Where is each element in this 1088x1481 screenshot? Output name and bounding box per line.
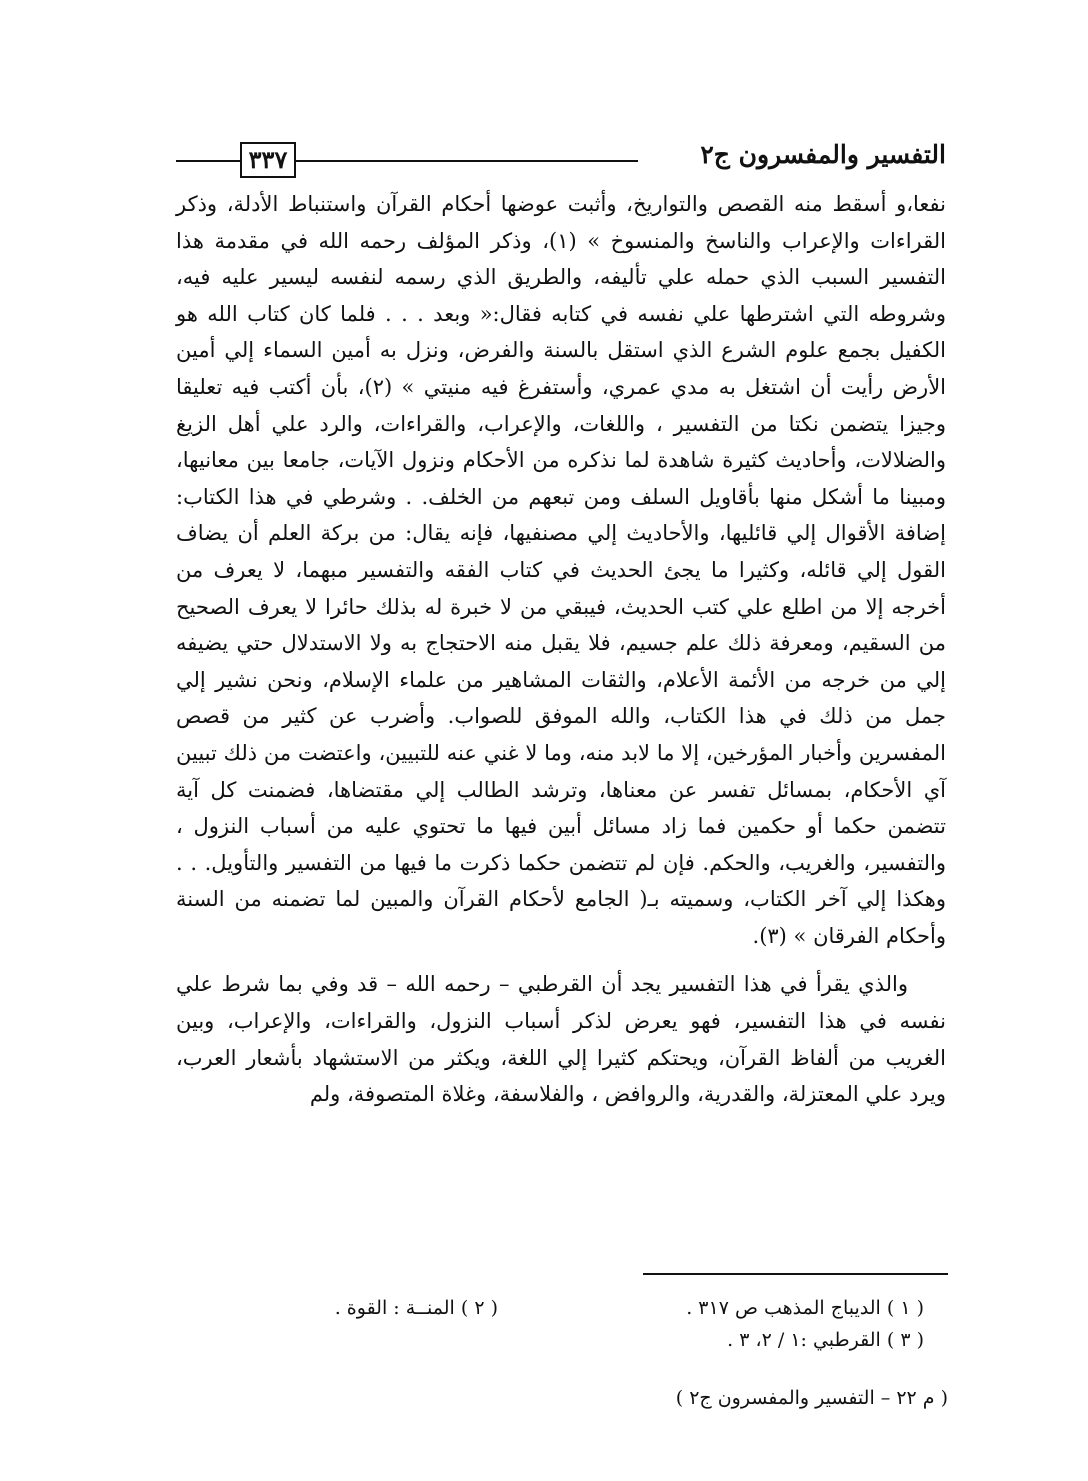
printer-signature: ( م ٢٢ – التفسير والمفسرون ج٢ ) [675, 1387, 948, 1409]
page-number: ٣٣٧ [240, 142, 296, 178]
footnote-1: ( ١ ) الديباج المذهب ص ٣١٧ . [686, 1297, 924, 1319]
footnote-empty [176, 1324, 506, 1356]
header-title: التفسير والمفسرون ج٢ [700, 140, 946, 169]
footnote-2: ( ٢ ) المنــة : القوة . [334, 1297, 498, 1319]
footnote-3: ( ٣ ) القرطبي :١ / ٢، ٣ . [727, 1329, 924, 1351]
footnote-separator [643, 1273, 948, 1275]
footnote-row [176, 1324, 946, 1356]
footnotes [176, 1292, 946, 1356]
footnote-row [176, 1292, 946, 1324]
body-text [176, 186, 946, 1113]
header-rule [294, 160, 638, 162]
header-rule-left [176, 160, 240, 162]
running-header [176, 138, 946, 182]
paragraph: نفعا،و أسقط منه القصص والتواريخ، وأثبت عوضها أحكام القرآن واستنباط الأدلة، وذكر القراءات والإعراب والناسخ والمنسوخ » (١)، وذكر المؤلف رحمه الله في مقدمة هذا التفسير السبب الذي حمله علي تأليفه، والطريق الذي رسمه لنفسه ليسير عليه فيه، وشروطه التي اشترطها علي نفسه في كتابه فقال:« وبعد . . . فلما كان كتاب الله هو الكفيل بجمع علوم الشرع الذي استقل بالسنة والفرض، ونزل به أمين السماء إلي أمين الأرض رأيت أن اشتغل به مدي عمري، وأستفرغ فيه منيتي » (٢)، بأن أكتب فيه تعليقا وجيزا يتضمن نكتا من التفسير ، واللغات، والإعراب، والقراءات، والرد علي أهل الزيغ والضلالات، وأحاديث كثيرة شاهدة لما نذكره من الأحكام ونزول الآيات، جامعا بين معانيها، ومبينا ما أشكل منها بأقاويل السلف ومن تبعهم من الخلف. . وشرطي في هذا الكتاب: إضافة الأقوال إلي قائليها، والأحاديث إلي مصنفيها، فإنه يقال: من بركة العلم أن يضاف القول إلي قائله، وكثيرا ما يجئ الحديث في كتاب الفقه والتفسير مبهما، لا يعرف من أخرجه إلا من اطلع علي كتب الحديث، فيبقي من لا خبرة له بذلك حائرا لا يعرف الصحيح من السقيم، ومعرفة ذلك علم جسيم، فلا يقبل منه الاحتجاج به ولا الاستدلال حتي يضيفه إلي من خرجه من الأئمة الأعلام، والثقات المشاهير من علماء الإسلام، ونحن نشير إلي جمل من ذلك في هذا الكتاب، والله الموفق للصواب. وأضرب عن كثير من قصص المفسرين وأخبار المؤرخين، إلا ما لابد منه، وما لا غني عنه للتبيين، واعتضت من ذلك تبيين آي الأحكام، بمسائل تفسر عن معناها، وترشد الطالب إلي مقتضاها، فضمنت كل آية تتضمن حكما أو حكمين فما زاد مسائل أبين فيها ما تحتوي عليه من أسباب النزول ، والتفسير، والغريب، والحكم. فإن لم تتضمن حكما ذكرت ما فيها من التفسير والتأويل. . . وهكذا إلي آخر الكتاب، وسميته بـ( الجامع لأحكام القرآن والمبين لما تضمنه من السنة وأحكام الفرقان » (٣). [176, 192, 947, 948]
paragraph: والذي يقرأ في هذا التفسير يجد أن القرطبي – رحمه الله – قد وفي بما شرط علي نفسه في هذا التفسير، فهو يعرض لذكر أسباب النزول، والقراءات، والإعراب، وبين الغريب من ألفاظ القرآن، ويحتكم كثيرا إلي اللغة، ويكثر من الاستشهاد بأشعار العرب، ويرد علي المعتزلة، والقدرية، والروافض ، والفلاسفة، وغلاة المتصوفة، ولم [176, 972, 946, 1107]
